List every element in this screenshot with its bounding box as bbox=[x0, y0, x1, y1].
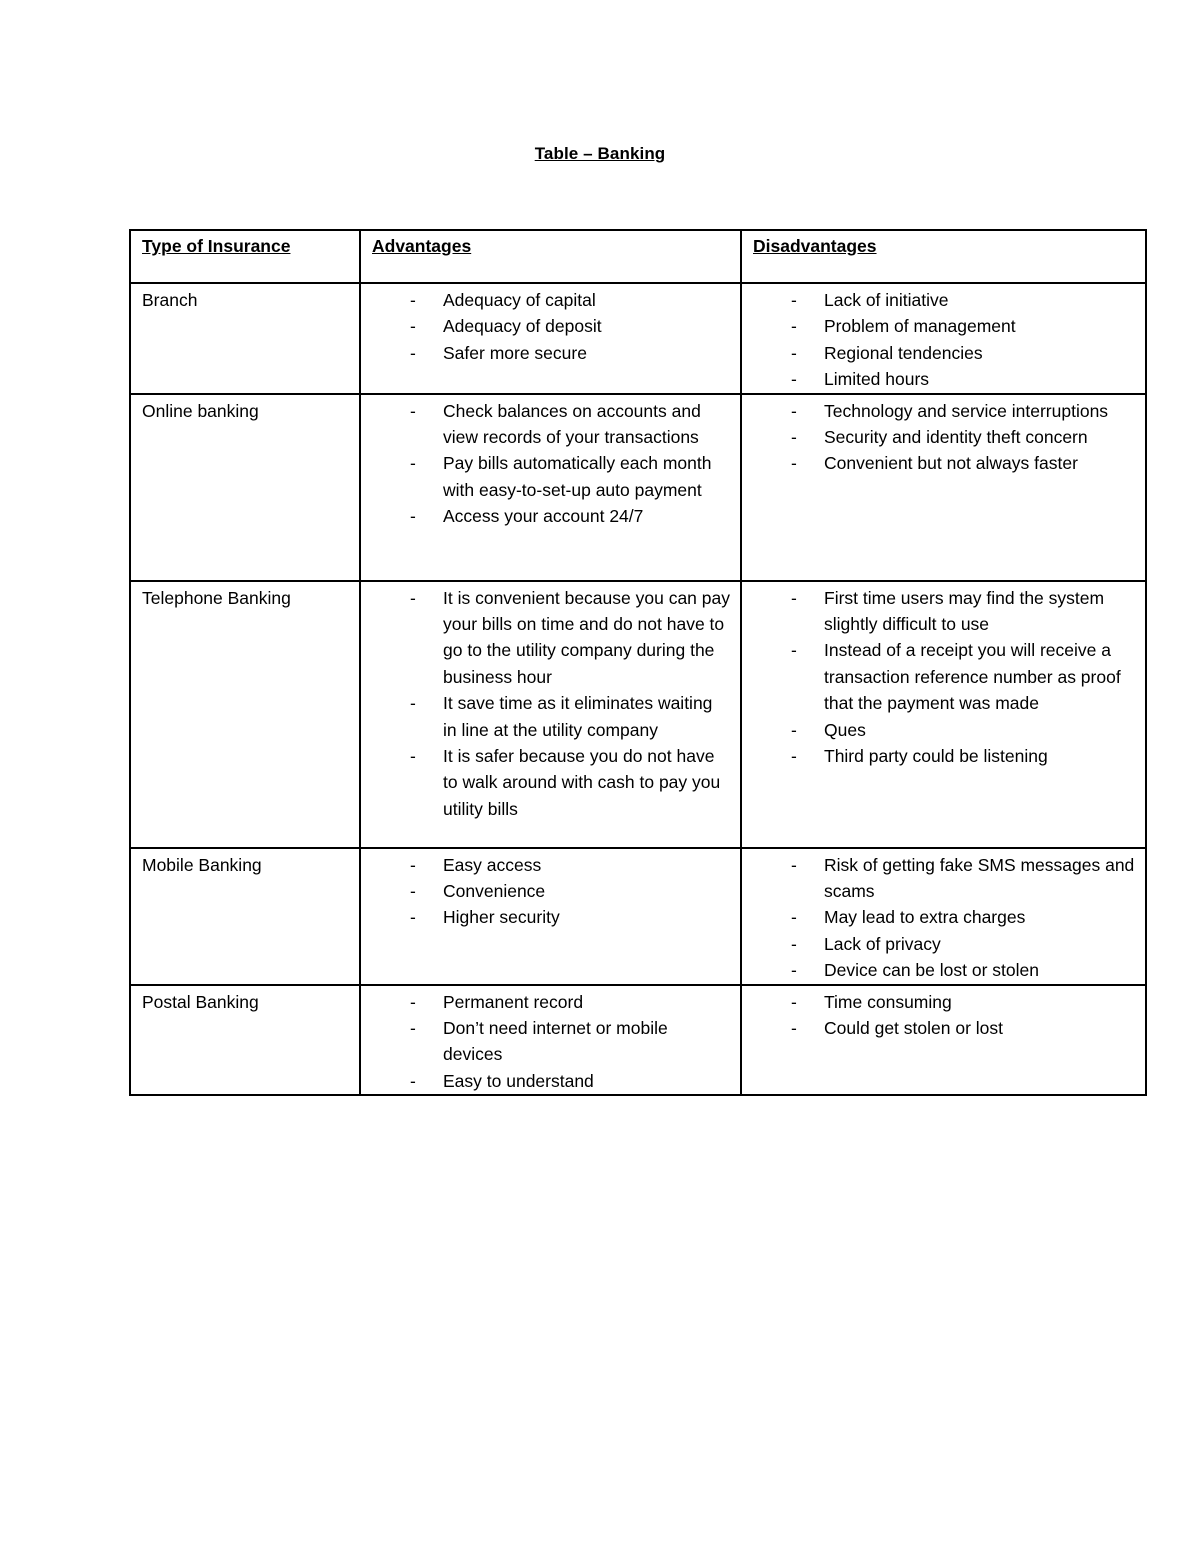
list-item: - Higher security bbox=[443, 904, 730, 930]
disadvantages-cell bbox=[741, 848, 1146, 985]
header-disadvantages-label: Disadvantages bbox=[753, 236, 877, 256]
list-item: - Limited hours bbox=[824, 366, 1135, 392]
list-item: - Security and identity theft concern bbox=[824, 424, 1135, 450]
advantages-cell bbox=[360, 985, 741, 1096]
list-item: - Check balances on accounts and view records of your transactions bbox=[443, 398, 730, 451]
list-item: - Could get stolen or lost bbox=[824, 1015, 1135, 1041]
disadvantages-cell bbox=[741, 394, 1146, 581]
advantages-cell bbox=[360, 848, 741, 985]
type-cell: Online banking bbox=[130, 394, 360, 581]
disadvantages-cell bbox=[741, 985, 1146, 1096]
list-item: - Convenience bbox=[443, 878, 730, 904]
disadvantages-cell bbox=[741, 283, 1146, 394]
list-item: - Permanent record bbox=[443, 989, 730, 1015]
list-item: - Third party could be listening bbox=[824, 743, 1135, 769]
table-row-postal-banking bbox=[130, 985, 1146, 1096]
list-item: - It save time as it eliminates waiting in line at the utility company bbox=[443, 690, 730, 743]
list-item: - Time consuming bbox=[824, 989, 1135, 1015]
type-cell: Postal Banking bbox=[130, 985, 360, 1096]
type-cell: Branch bbox=[130, 283, 360, 394]
table-row-telephone-banking bbox=[130, 581, 1146, 848]
type-cell: Telephone Banking bbox=[130, 581, 360, 848]
table-header-row bbox=[130, 230, 1146, 283]
advantages-list bbox=[372, 852, 730, 931]
list-item: - Access your account 24/7 bbox=[443, 503, 730, 529]
list-item: - Instead of a receipt you will receive a transaction reference number as proof that the payment was made bbox=[824, 637, 1135, 716]
list-item: - Don’t need internet or mobile devices bbox=[443, 1015, 730, 1068]
list-item: - Easy access bbox=[443, 852, 730, 878]
table-row-branch bbox=[130, 283, 1146, 394]
advantages-list bbox=[372, 398, 730, 530]
header-advantages-label: Advantages bbox=[372, 236, 472, 256]
list-item: - Adequacy of deposit bbox=[443, 313, 730, 339]
list-item: - Risk of getting fake SMS messages and scams bbox=[824, 852, 1135, 905]
disadvantages-cell bbox=[741, 581, 1146, 848]
advantages-cell bbox=[360, 394, 741, 581]
list-item: - Device can be lost or stolen bbox=[824, 957, 1135, 983]
list-item: - Easy to understand bbox=[443, 1068, 730, 1094]
list-item: - Lack of initiative bbox=[824, 287, 1135, 313]
disadvantages-list bbox=[753, 989, 1135, 1042]
banking-table bbox=[129, 229, 1147, 1096]
advantages-list bbox=[372, 287, 730, 366]
type-cell: Mobile Banking bbox=[130, 848, 360, 985]
list-item: - Safer more secure bbox=[443, 340, 730, 366]
disadvantages-list bbox=[753, 852, 1135, 984]
header-cell-disadvantages bbox=[741, 230, 1146, 283]
advantages-list bbox=[372, 989, 730, 1095]
advantages-cell bbox=[360, 283, 741, 394]
header-type-label: Type of Insurance bbox=[142, 236, 291, 256]
disadvantages-list bbox=[753, 287, 1135, 393]
header-cell-advantages bbox=[360, 230, 741, 283]
list-item: - It is convenient because you can pay your bills on time and do not have to go to the utility company during the business hour bbox=[443, 585, 730, 691]
list-item: - Pay bills automatically each month with easy-to-set-up auto payment bbox=[443, 450, 730, 503]
list-item: - Adequacy of capital bbox=[443, 287, 730, 313]
list-item: - Convenient but not always faster bbox=[824, 450, 1135, 476]
advantages-list bbox=[372, 585, 730, 823]
list-item: - May lead to extra charges bbox=[824, 904, 1135, 930]
advantages-cell bbox=[360, 581, 741, 848]
list-item: - Technology and service interruptions bbox=[824, 398, 1135, 424]
list-item: - It is safer because you do not have to walk around with cash to pay you utility bills bbox=[443, 743, 730, 822]
list-item: - Regional tendencies bbox=[824, 340, 1135, 366]
list-item: - Ques bbox=[824, 717, 1135, 743]
header-cell-type bbox=[130, 230, 360, 283]
list-item: - Problem of management bbox=[824, 313, 1135, 339]
page-title: Table – Banking bbox=[534, 144, 666, 163]
list-item: - First time users may find the system slightly difficult to use bbox=[824, 585, 1135, 638]
disadvantages-list bbox=[753, 398, 1135, 477]
table-row-mobile-banking bbox=[130, 848, 1146, 985]
disadvantages-list bbox=[753, 585, 1135, 770]
table-row-online-banking bbox=[130, 394, 1146, 581]
list-item: - Lack of privacy bbox=[824, 931, 1135, 957]
